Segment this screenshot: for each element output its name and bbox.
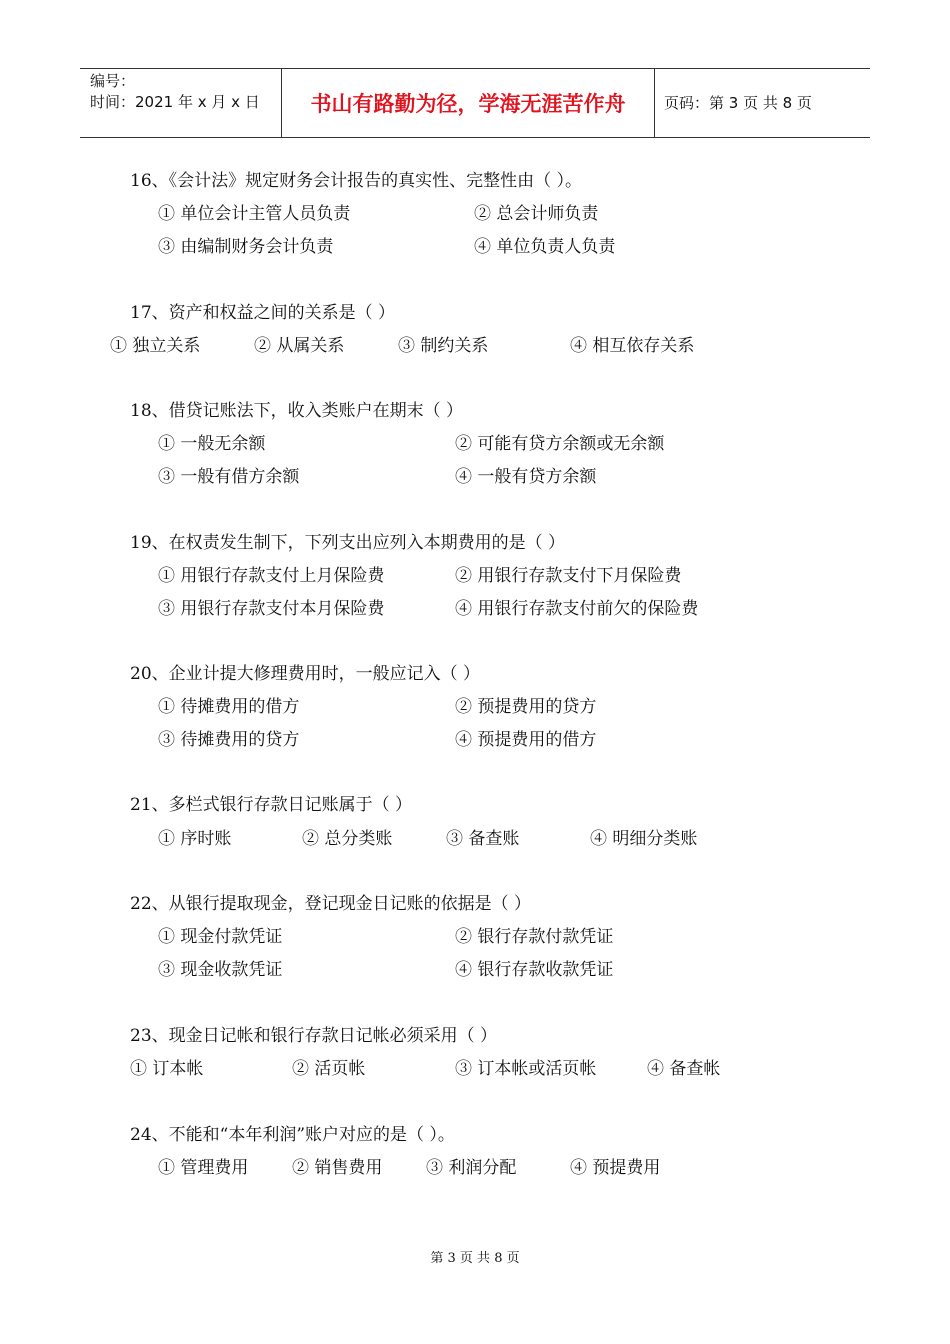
- option: ① 管理费用: [158, 1158, 249, 1178]
- header-meta: [90, 71, 260, 113]
- question-stem: 18、借贷记账法下，收入类账户在期末（ ）: [130, 401, 464, 421]
- option: ④ 一般有贷方余额: [455, 467, 597, 487]
- option: ② 预提费用的贷方: [455, 697, 597, 717]
- option: ① 待摊费用的借方: [158, 697, 300, 717]
- question-stem: 24、不能和“本年利润”账户对应的是（ ）。: [130, 1125, 455, 1145]
- option: ③ 用银行存款支付本月保险费: [158, 599, 385, 619]
- option: ③ 待摊费用的贷方: [158, 730, 300, 750]
- option: ② 活页帐: [292, 1059, 366, 1079]
- option: ④ 预提费用的借方: [455, 730, 597, 750]
- option: ② 可能有贷方余额或无余额: [455, 434, 665, 454]
- option: ① 独立关系: [110, 336, 201, 356]
- option: ② 从属关系: [254, 336, 345, 356]
- option: ④ 单位负责人负责: [474, 237, 616, 257]
- page-footer: 第 3 页 共 8 页: [430, 1251, 520, 1266]
- option: ① 一般无余额: [158, 434, 266, 454]
- option: ① 现金付款凭证: [158, 927, 283, 947]
- option: ④ 备查帐: [647, 1059, 721, 1079]
- option: ③ 备查账: [446, 829, 520, 849]
- option: ③ 现金收款凭证: [158, 960, 283, 980]
- option: ② 用银行存款支付下月保险费: [455, 566, 682, 586]
- option: ② 银行存款付款凭证: [455, 927, 614, 947]
- option: ④ 用银行存款支付前欠的保险费: [455, 599, 699, 619]
- motto: 书山有路勤为径，学海无涯苦作舟: [310, 92, 626, 116]
- question-stem: 20、企业计提大修理费用时，一般应记入（ ）: [130, 664, 481, 684]
- option: ② 销售费用: [292, 1158, 383, 1178]
- number-label: 编号：: [90, 72, 136, 90]
- option: ③ 一般有借方余额: [158, 467, 300, 487]
- option: ③ 由编制财务会计负责: [158, 237, 334, 257]
- option: ④ 预提费用: [570, 1158, 661, 1178]
- option: ③ 制约关系: [398, 336, 489, 356]
- option: ① 订本帐: [130, 1059, 204, 1079]
- option: ② 总分类账: [302, 829, 393, 849]
- question-stem: 17、资产和权益之间的关系是（ ）: [130, 303, 396, 323]
- option: ② 总会计师负责: [474, 204, 599, 224]
- option: ④ 相互依存关系: [570, 336, 695, 356]
- option: ③ 利润分配: [426, 1158, 517, 1178]
- option: ① 序时账: [158, 829, 232, 849]
- option: ① 用银行存款支付上月保险费: [158, 566, 385, 586]
- option: ④ 明细分类账: [590, 829, 698, 849]
- question-stem: 19、在权责发生制下，下列支出应列入本期费用的是（ ）: [130, 533, 566, 553]
- question-stem: 16、《会计法》规定财务会计报告的真实性、完整性由（ ）。: [130, 171, 583, 191]
- option: ③ 订本帐或活页帐: [455, 1059, 597, 1079]
- question-stem: 22、从银行提取现金，登记现金日记账的依据是（ ）: [130, 894, 532, 914]
- time-label: 时间：2021 年 x 月 x 日: [90, 93, 260, 111]
- question-stem: 21、多栏式银行存款日记账属于（ ）: [130, 795, 413, 815]
- option: ① 单位会计主管人员负责: [158, 204, 351, 224]
- question-stem: 23、现金日记帐和银行存款日记帐必须采用（ ）: [130, 1026, 498, 1046]
- page-indicator: 页码：第 3 页 共 8 页: [664, 94, 812, 112]
- header-divider: [654, 69, 655, 137]
- option: ④ 银行存款收款凭证: [455, 960, 614, 980]
- document-header: [80, 68, 870, 138]
